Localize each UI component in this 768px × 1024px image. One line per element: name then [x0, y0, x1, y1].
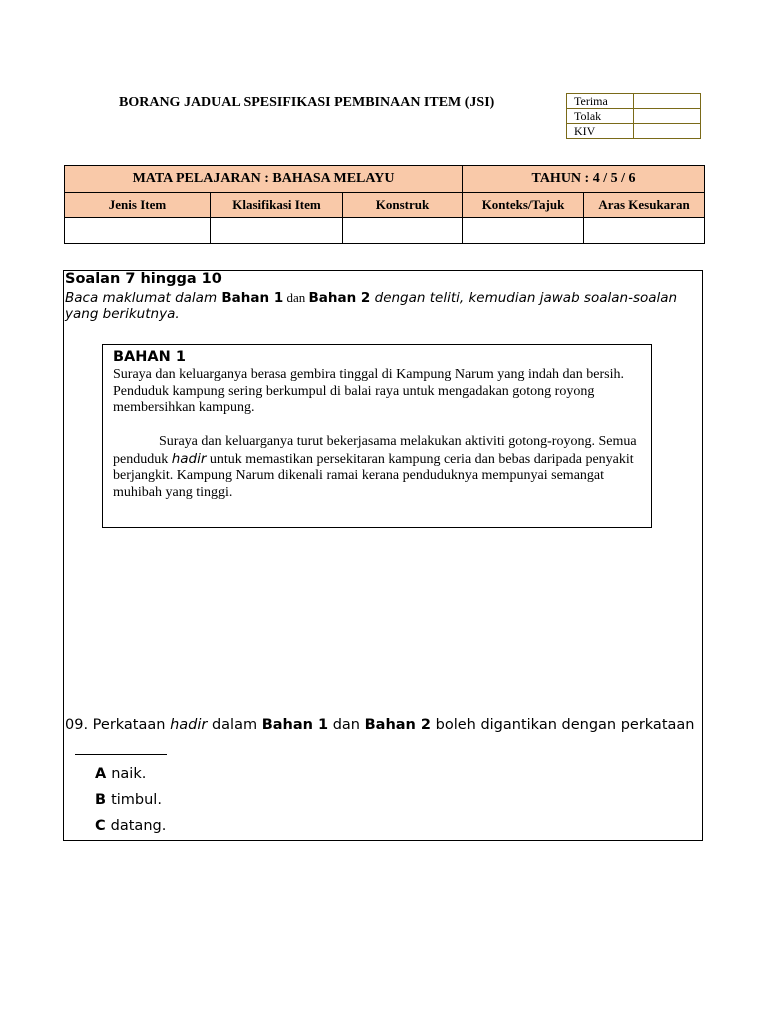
status-value-cell[interactable]	[634, 124, 701, 139]
form-title: BORANG JADUAL SPESIFIKASI PEMBINAAN ITEM (JSI)	[119, 95, 495, 110]
instruction-text: dengan teliti, kemudian jawab soalan-soalan yang berikutnya.	[65, 290, 678, 322]
question-bahan2: Bahan 2	[364, 717, 432, 733]
bahan-paragraph-1: Suraya dan keluarganya berasa gembira tinggal di Kampung Narum yang indah dan bersih. Penduduk kampung sering berkumpul di balai raya untuk mengadakan gotong royong membersihkan kampung.	[113, 367, 624, 416]
option-c[interactable]	[95, 818, 166, 834]
spec-columns-row	[65, 193, 705, 218]
option-text: datang.	[110, 818, 167, 834]
status-value-cell[interactable]	[634, 94, 701, 109]
bahan-text: untuk memastikan persekitaran kampung ceria dan bebas daripada penyakit berjangkit. Kampung Narum dikenali ramai kerana penduduknya mempunyai semangat muhibah yang tinggi.	[113, 451, 634, 501]
question-text: boleh digantikan dengan perkataan	[431, 717, 695, 733]
bahan-paragraph-2	[113, 434, 643, 502]
spec-value-cell[interactable]	[65, 218, 211, 244]
status-row-kiv	[567, 124, 701, 139]
question-text: 09. Perkataan	[65, 717, 171, 733]
option-a[interactable]	[95, 766, 146, 782]
question-box	[63, 270, 703, 841]
question-text: dan	[328, 717, 365, 733]
column-header: Konstruk	[343, 193, 463, 218]
instruction-bahan1: Bahan 1	[221, 290, 284, 306]
option-letter: A	[95, 766, 107, 782]
instruction-dan: dan	[283, 290, 309, 305]
status-label: Terima	[567, 94, 634, 109]
spec-values-row	[65, 218, 705, 244]
status-label: KIV	[567, 124, 634, 139]
spec-value-cell[interactable]	[343, 218, 463, 244]
status-value-cell[interactable]	[634, 109, 701, 124]
bahan-text: Suraya dan keluarganya turut bekerjasama melakukan aktiviti gotong-royong. Semua penduduk	[113, 434, 637, 467]
status-row-tolak	[567, 109, 701, 124]
column-header: Konteks/Tajuk	[463, 193, 584, 218]
column-header: Jenis Item	[65, 193, 211, 218]
instruction-text: Baca maklumat dalam	[65, 290, 222, 306]
question-word: hadir	[170, 717, 208, 733]
instruction-bahan2: Bahan 2	[308, 290, 371, 306]
question-09	[65, 712, 695, 764]
spec-value-cell[interactable]	[211, 218, 343, 244]
question-heading: Soalan 7 hingga 10	[65, 271, 222, 287]
option-letter: C	[95, 818, 106, 834]
answer-blank[interactable]	[75, 740, 167, 755]
status-table	[566, 93, 701, 139]
spec-table	[64, 165, 705, 244]
year-label: TAHUN : 4 / 5 / 6	[463, 166, 705, 193]
option-text: timbul.	[111, 792, 162, 808]
column-header: Klasifikasi Item	[211, 193, 343, 218]
spec-value-cell[interactable]	[584, 218, 705, 244]
status-row-terima	[567, 94, 701, 109]
option-letter: B	[95, 792, 107, 808]
question-bahan1: Bahan 1	[261, 717, 329, 733]
spec-header-row	[65, 166, 705, 193]
bahan-1-box	[102, 344, 652, 528]
status-label: Tolak	[567, 109, 634, 124]
column-header: Aras Kesukaran	[584, 193, 705, 218]
option-text: naik.	[111, 766, 147, 782]
bahan-highlight-word: hadir	[171, 450, 207, 467]
spec-value-cell[interactable]	[463, 218, 584, 244]
question-text: dalam	[207, 717, 262, 733]
question-instruction	[65, 290, 695, 322]
subject-label: MATA PELAJARAN : BAHASA MELAYU	[65, 166, 463, 193]
option-b[interactable]	[95, 792, 162, 808]
bahan-title: BAHAN 1	[113, 349, 186, 365]
